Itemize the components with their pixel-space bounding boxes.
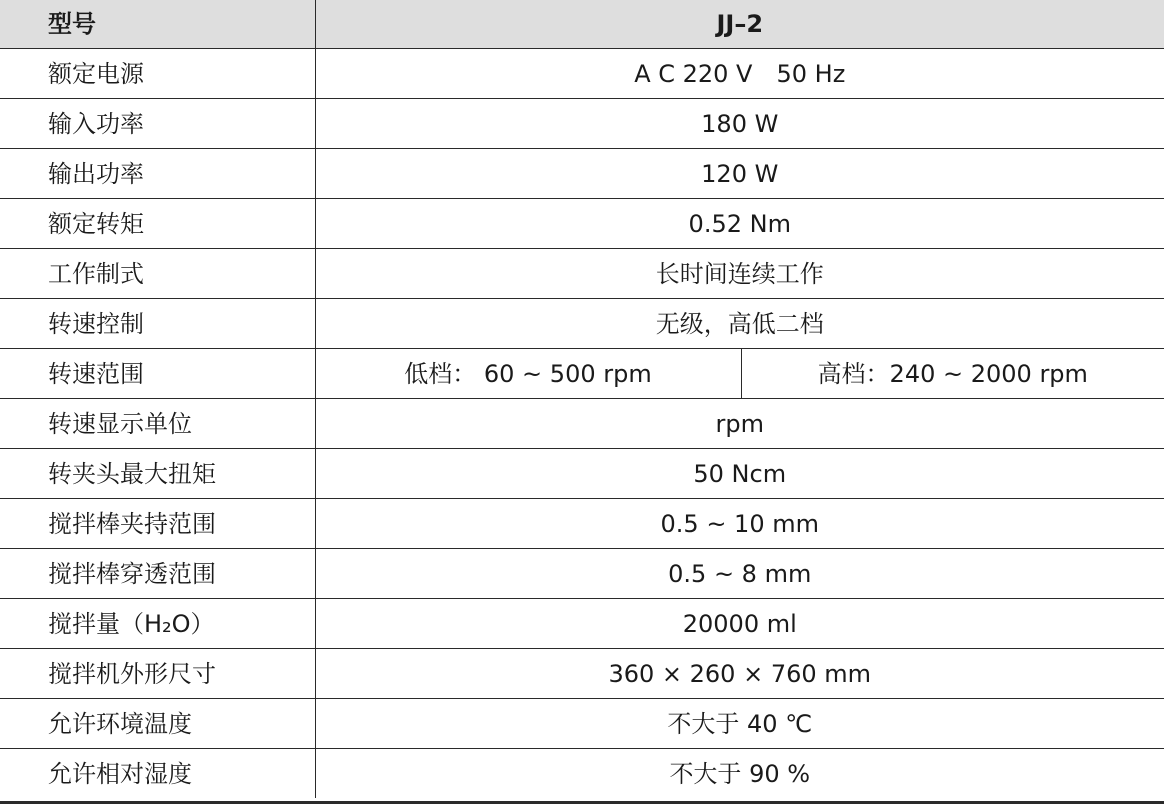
row-value: 0.5 ~ 10 mm [315,499,1164,549]
row-value: rpm [315,399,1164,449]
row-label: 搅拌机外形尺寸 [0,649,315,699]
row-value: 120 W [315,149,1164,199]
table-row [0,499,1164,549]
header-label: 型号 [0,0,315,49]
row-value: 50 Ncm [315,449,1164,499]
row-value: 不大于 90 % [669,759,811,788]
row-label: 输出功率 [0,149,315,199]
row-label: 额定转矩 [0,199,315,249]
row-value: 360 × 260 × 760 mm [315,649,1164,699]
row-label: 允许环境温度 [0,699,315,749]
row-value: 0.5 ~ 8 mm [315,549,1164,599]
row-label: 搅拌棒穿透范围 [0,549,315,599]
table-row [0,249,1164,299]
high-gear-range: 高档：240 ~ 2000 rpm [741,349,1164,399]
row-label: 输入功率 [0,99,315,149]
table-row [0,199,1164,249]
table-row [0,49,1164,99]
row-value: 长时间连续工作 [315,249,1164,299]
table-row [0,149,1164,199]
row-value: 不大于 40 ℃ [315,699,1164,749]
row-label: 搅拌量（H₂O） [0,599,315,649]
row-label: 转速控制 [0,299,315,349]
row-value: A C 220 V 50 Hz [315,49,1164,99]
header-model-value: JJ–2 [315,0,1164,49]
table-row [0,449,1164,499]
row-label: 额定电源 [0,49,315,99]
table-row [0,749,1164,799]
row-value: 无级，高低二档 [315,299,1164,349]
row-label: 搅拌棒夹持范围 [0,499,315,549]
row-label: 转夹头最大扭矩 [0,449,315,499]
table-row [0,599,1164,649]
row-value: 0.52 Nm [315,199,1164,249]
low-gear-range: 低档： 60 ~ 500 rpm [315,349,741,399]
row-label: 允许相对湿度 [0,749,315,799]
row-value: 20000 ml [315,599,1164,649]
row-label: 转速显示单位 [0,399,315,449]
table-row [0,399,1164,449]
table-row [0,549,1164,599]
table-row [0,699,1164,749]
table-header-row [0,0,1164,49]
row-label: 转速范围 [0,349,315,399]
table-row [0,649,1164,699]
table-row-speed-range [0,349,1164,399]
row-value: 180 W [315,99,1164,149]
table-row [0,299,1164,349]
table-row [0,99,1164,149]
row-label: 工作制式 [0,249,315,299]
